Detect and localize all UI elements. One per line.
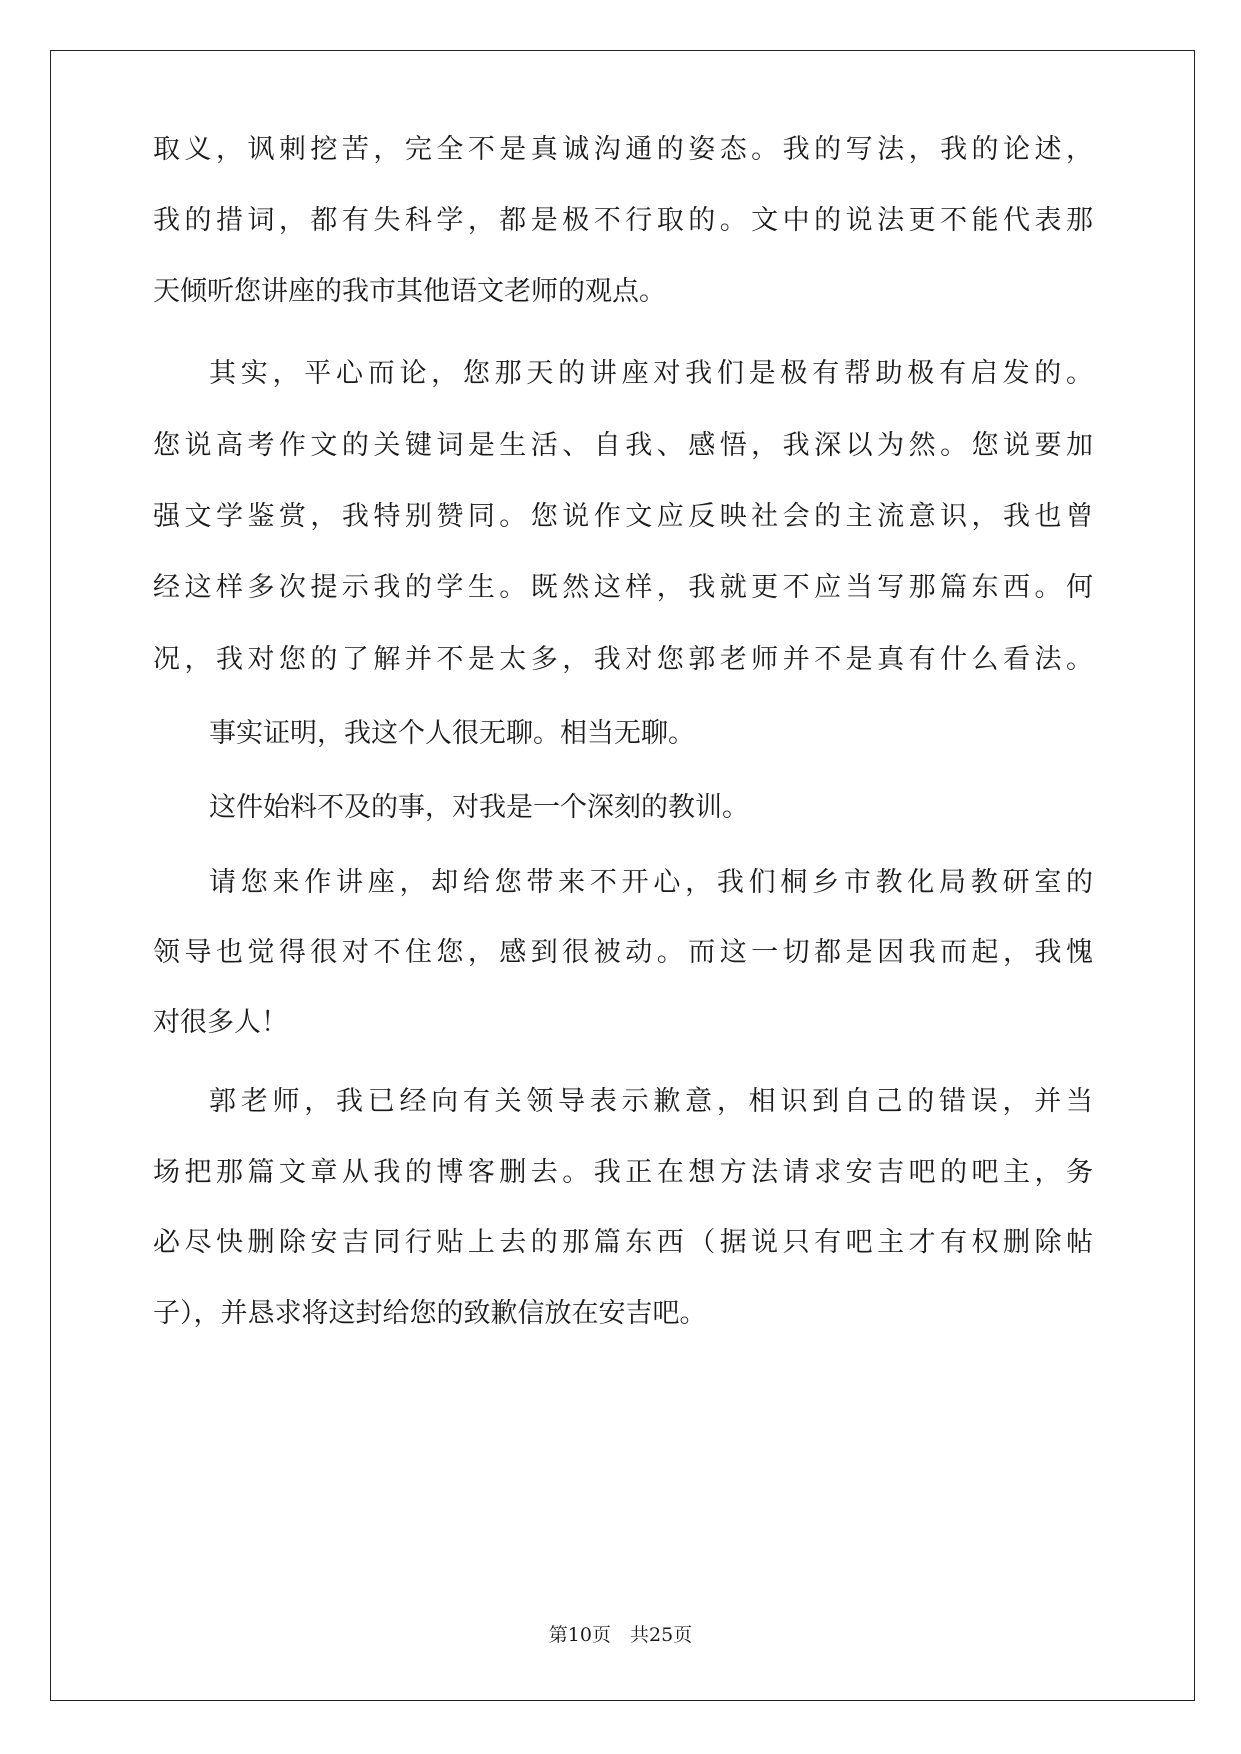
footer-page-prefix: 第 [548, 1624, 568, 1646]
body-line: 事实证明，我这个人很无聊。相当无聊。 [209, 718, 695, 749]
body-line: 我的措词，都有失科学，都是极不行取的。文中的说法更不能代表那 [153, 205, 1093, 236]
body-line: 况，我对您的了解并不是太多，我对您郭老师并不是真有什么看法。 [153, 644, 1093, 675]
body-line: 天倾听您讲座的我市其他语文老师的观点。 [153, 276, 666, 307]
body-line: 请您来作讲座，却给您带来不开心，我们桐乡市教化局教研室的 [209, 867, 1093, 898]
footer-page-suffix: 页 [591, 1624, 611, 1646]
body-line: 这件始料不及的事，对我是一个深刻的教训。 [209, 792, 749, 823]
body-line: 子），并恳求将这封给您的致歉信放在安吉吧。 [153, 1298, 707, 1329]
body-line: 经这样多次提示我的学生。既然这样，我就更不应当写那篇东西。何 [153, 572, 1093, 603]
footer-total-prefix: 共 [630, 1624, 650, 1646]
footer-current-page: 10 [567, 1624, 592, 1646]
page-footer [0, 1620, 1241, 1647]
footer-total-pages: 25 [649, 1624, 674, 1646]
body-line: 强文学鉴赏，我特别赞同。您说作文应反映社会的主流意识，我也曾 [153, 501, 1093, 532]
body-line: 必尽快删除安吉同行贴上去的那篇东西（据说只有吧主才有权删除帖 [153, 1227, 1093, 1258]
body-line: 对很多人！ [153, 1007, 288, 1038]
body-line: 郭老师，我已经向有关领导表示歉意，相识到自己的错误，并当 [209, 1086, 1093, 1117]
footer-total-suffix: 页 [673, 1624, 693, 1646]
body-line: 您说高考作文的关键词是生活、自我、感悟，我深以为然。您说要加 [153, 430, 1093, 461]
body-line: 场把那篇文章从我的博客删去。我正在想方法请求安吉吧的吧主，务 [153, 1157, 1093, 1188]
body-line: 其实，平心而论，您那天的讲座对我们是极有帮助极有启发的。 [209, 358, 1093, 389]
body-line: 领导也觉得很对不住您，感到很被动。而这一切都是因我而起，我愧 [153, 937, 1093, 968]
body-line: 取义，讽刺挖苦，完全不是真诚沟通的姿态。我的写法，我的论述， [153, 134, 1093, 165]
